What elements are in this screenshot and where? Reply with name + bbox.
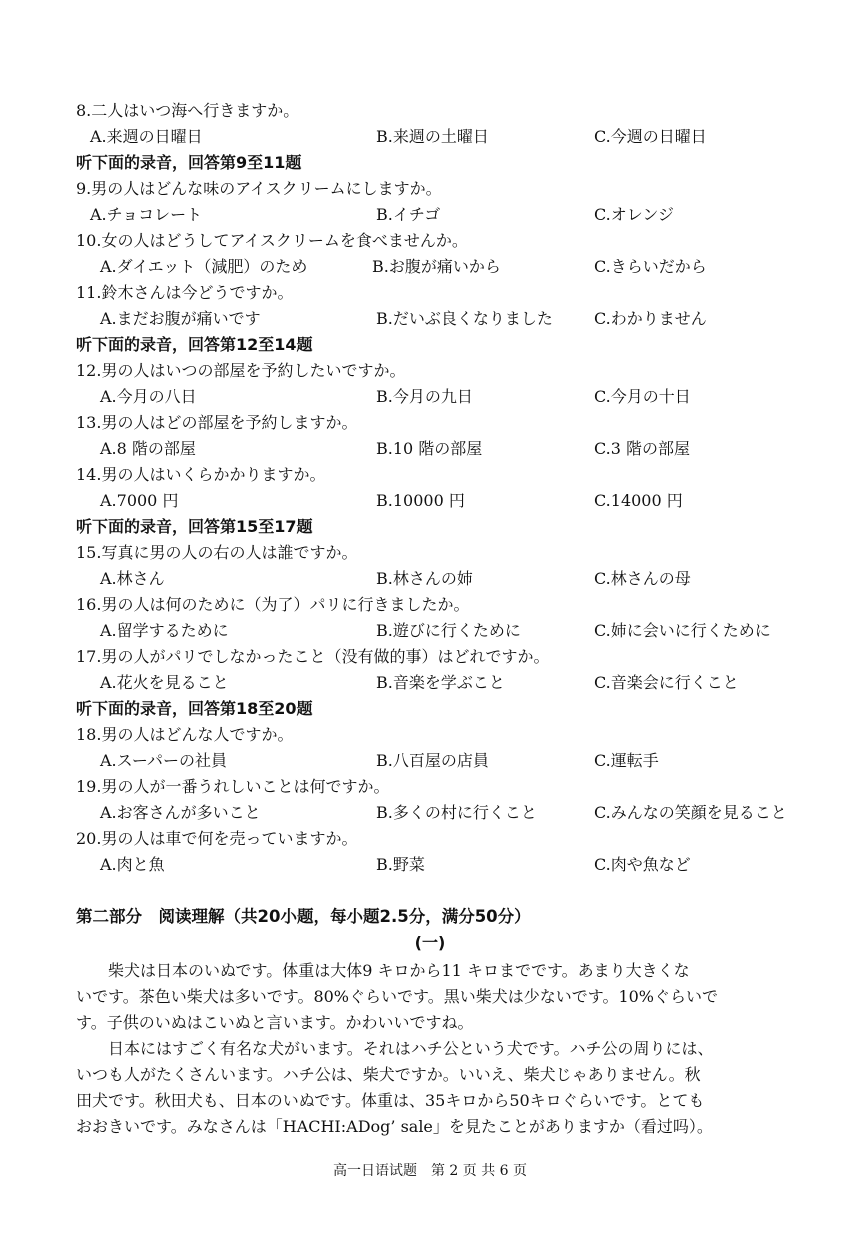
option-c: C.肉や魚など [594, 855, 691, 874]
option-b: B.来週の土曜日 [376, 127, 489, 146]
option-c: C.きらいだから [594, 257, 707, 276]
option-c: C.林さんの母 [594, 569, 691, 588]
option-a: A.今月の八日 [100, 387, 197, 406]
option-a: A.チョコレート [90, 205, 203, 224]
option-a: A.まだお腹が痛いです [100, 309, 261, 328]
question-stem: 16.男の人は何のために（为了）パリに行きましたか。 [76, 595, 470, 614]
option-c: C.今月の十日 [594, 387, 691, 406]
question-stem: 19.男の人が一番うれしいことは何ですか。 [76, 777, 390, 796]
question-stem: 14.男の人はいくらかかりますか。 [76, 465, 326, 484]
option-c: C.音楽会に行くこと [594, 673, 739, 692]
question-stem: 9.男の人はどんな味のアイスクリームにしますか。 [76, 179, 442, 198]
option-a: A.お客さんが多いこと [100, 803, 261, 822]
option-b: B.遊びに行くために [376, 621, 521, 640]
option-a: A.肉と魚 [100, 855, 165, 874]
passage-line: いです。茶色い柴犬は多いです。80%ぐらいです。黒い柴犬は少ないです。10%ぐらいで [76, 987, 719, 1006]
passage-number: (一) [414, 933, 446, 952]
option-b: B.イチゴ [376, 205, 441, 224]
section-heading: 听下面的录音，回答第18至20题 [76, 699, 313, 718]
options-row [0, 306, 860, 332]
option-c: C.わかりません [594, 309, 707, 328]
option-b: B.10000 円 [376, 491, 465, 510]
option-a: A.留学するために [100, 621, 229, 640]
options-row [0, 202, 860, 228]
question-stem: 13.男の人はどの部屋を予約しますか。 [76, 413, 358, 432]
option-a: A.ダイエット（減肥）のため [100, 257, 308, 276]
option-b: B.野菜 [376, 855, 425, 874]
question-stem: 12.男の人はいつの部屋を予約したいですか。 [76, 361, 406, 380]
option-b: B.10 階の部屋 [376, 439, 483, 458]
question-stem: 17.男の人がパリでしなかったこと（没有做的事）はどれですか。 [76, 647, 550, 666]
option-c: C.オレンジ [594, 205, 674, 224]
option-b: B.音楽を学ぶこと [376, 673, 505, 692]
option-b: B.お腹が痛いから [372, 257, 501, 276]
page-footer: 高一日语试题 第 2 页 共 6 页 [332, 1163, 528, 1179]
question-stem: 11.鈴木さんは今どうですか。 [76, 283, 294, 302]
options-row [0, 384, 860, 410]
option-b: B.今月の九日 [376, 387, 473, 406]
question-stem: 8.二人はいつ海へ行きますか。 [76, 101, 300, 120]
options-row [0, 618, 860, 644]
passage-line: おおきいです。みなさんは「HACHI:ADog’ sale」を見たことがありますか（看过吗）。 [76, 1117, 713, 1136]
passage-line: 柴犬は日本のいぬです。体重は大体9 キロから11 キロまでです。あまり大きくな [76, 961, 690, 980]
passage-line: いつも人がたくさんいます。ハチ公は、柴犬ですか。いいえ、柴犬じゃありません。秋 [76, 1065, 701, 1084]
option-c: C.今週の日曜日 [594, 127, 707, 146]
question-stem: 15.写真に男の人の右の人は誰ですか。 [76, 543, 358, 562]
passage-line: 田犬です。秋田犬も、日本のいぬです。体重は、35キロから50キロぐらいです。とても [76, 1091, 705, 1110]
options-row [0, 566, 860, 592]
option-c: C.姉に会いに行くために [594, 621, 771, 640]
option-c: C.みんなの笑顔を見ること [594, 803, 787, 822]
option-c: C.3 階の部屋 [594, 439, 691, 458]
option-a: A.スーパーの社員 [100, 751, 228, 770]
option-c: C.運転手 [594, 751, 659, 770]
section-heading: 听下面的录音，回答第9至11题 [76, 153, 302, 172]
options-row [0, 254, 860, 280]
option-b: B.林さんの姉 [376, 569, 473, 588]
options-row [0, 124, 860, 150]
question-stem: 10.女の人はどうしてアイスクリームを食べませんか。 [76, 231, 468, 250]
options-row [0, 436, 860, 462]
option-a: A.来週の日曜日 [90, 127, 203, 146]
section-heading: 听下面的录音，回答第15至17题 [76, 517, 313, 536]
options-row [0, 748, 860, 774]
option-b: B.八百屋の店員 [376, 751, 489, 770]
options-row [0, 800, 860, 826]
section-heading: 听下面的录音，回答第12至14题 [76, 335, 313, 354]
option-c: C.14000 円 [594, 491, 683, 510]
part-title: 第二部分 阅读理解（共20小题，每小题2.5分，满分50分） [76, 907, 531, 926]
options-row [0, 670, 860, 696]
options-row [0, 852, 860, 878]
question-stem: 18.男の人はどんな人ですか。 [76, 725, 294, 744]
option-a: A.林さん [100, 569, 165, 588]
option-b: B.多くの村に行くこと [376, 803, 537, 822]
option-b: B.だいぶ良くなりました [376, 309, 553, 328]
passage-line: 日本にはすごく有名な犬がいます。それはハチ公という犬です。ハチ公の周りには、 [76, 1039, 714, 1058]
question-stem: 20.男の人は車で何を売っていますか。 [76, 829, 358, 848]
option-a: A.8 階の部屋 [100, 439, 196, 458]
option-a: A.7000 円 [100, 491, 179, 510]
options-row [0, 488, 860, 514]
option-a: A.花火を見ること [100, 673, 229, 692]
passage-line: す。子供のいぬはこいぬと言います。かわいいですね。 [76, 1013, 474, 1032]
